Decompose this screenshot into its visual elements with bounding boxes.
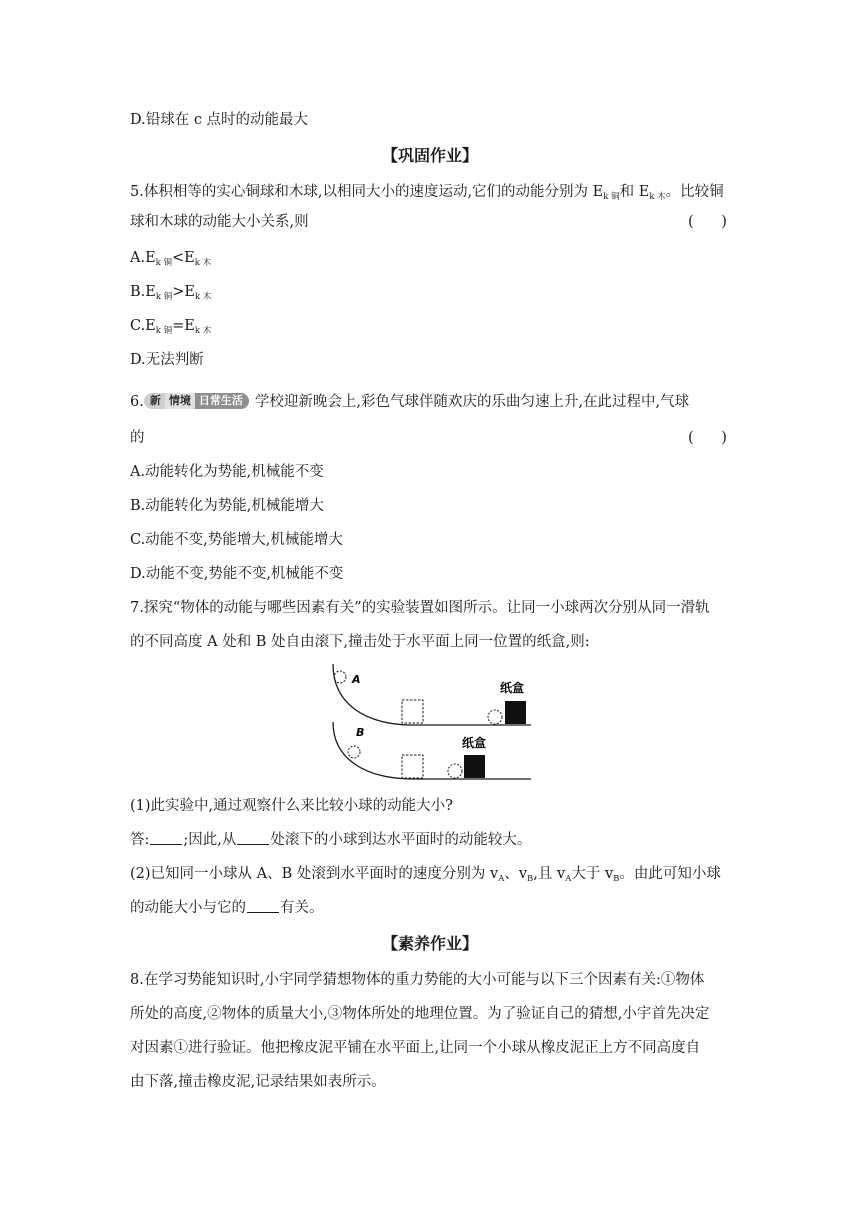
q5-option-b-op: >E [172, 284, 195, 300]
q5-option-b-sub1: k 铜 [155, 292, 173, 302]
q7-ans-c: 处滚下的小球到达水平面时的动能较大。 [270, 832, 532, 848]
box-a-original [402, 700, 423, 723]
q6-line1 [130, 392, 689, 412]
box-b-original [402, 755, 423, 778]
q5-option-a-sub1: k 铜 [155, 258, 173, 268]
q8-line2: 所处的高度,②物体的质量大小,③物体所处的地理位置。为了验证自己的猜想,小宇首先决定 [130, 1006, 710, 1022]
q7-sub-vb1: B [527, 874, 534, 884]
q5-option-a-pre: A.E [130, 250, 156, 266]
q7-blank-3[interactable] [247, 898, 279, 913]
q5-option-a-op: <E [172, 250, 195, 266]
q5-option-c-op: =E [172, 318, 195, 334]
q7-sub2-line2-b: 有关。 [280, 900, 324, 916]
label-b: B [356, 726, 365, 739]
q5-option-c-sub1: k 铜 [155, 326, 173, 336]
q7-ans-a: 答: [130, 832, 150, 848]
q5-sub-wood: k 木 [649, 192, 666, 202]
q6-tag-new: 新 [144, 393, 165, 409]
ball-b-start [348, 746, 360, 758]
q6-option-c: C.动能不变,势能增大,机械能增大 [130, 532, 343, 548]
box-b-label: 纸盒 [462, 736, 487, 750]
q7-sub2-line2 [130, 898, 324, 918]
q7-blank-2[interactable] [237, 830, 269, 845]
q8-line4: 由下落,撞击橡皮泥,记录结果如表所示。 [130, 1074, 386, 1090]
q5-line1-text-b: 和 E [619, 184, 650, 200]
q7-sub2-c: ,且 v [533, 866, 566, 882]
q7-sub2-d: 大于 v [571, 866, 614, 882]
q5-option-d: D.无法判断 [130, 352, 204, 368]
q7-sub2-a: (2)已知同一小球从 A、B 处滚到水平面时的速度分别为 v [130, 866, 499, 882]
ball-b-end [448, 764, 462, 778]
q7-blank-1[interactable] [150, 830, 182, 845]
q5-option-c-sub2: k 木 [194, 326, 212, 336]
label-a: A [352, 673, 361, 686]
ball-a-end [488, 710, 502, 724]
q7-line2: 的不同高度 A 处和 B 处自由滚下,撞击处于水平面上同一位置的纸盒,则: [130, 634, 590, 650]
q6-tag-scenario: 情境 [165, 393, 195, 409]
box-a-moved [505, 701, 526, 724]
q6-line2: 的 [130, 430, 145, 446]
q5-option-c [130, 316, 211, 341]
section-literacy: 【素养作业】 [381, 934, 478, 953]
q5-option-a [130, 248, 211, 273]
q7-sub-va1: A [498, 874, 505, 884]
q7-ans-b: ;因此,从 [183, 832, 237, 848]
q6-answer-paren: ( ) [688, 430, 727, 446]
q5-option-b [130, 282, 211, 307]
q5-option-b-sub2: k 木 [194, 292, 212, 302]
q5-answer-paren: ( ) [688, 214, 727, 230]
q7-sub-vb2: B [613, 874, 620, 884]
q7-sub-va2: A [565, 874, 572, 884]
q5-sub-copper: k 铜 [603, 192, 620, 202]
box-b-moved [464, 755, 485, 778]
q5-option-b-pre: B.E [130, 284, 156, 300]
q6-tag-daily-life: 日常生活 [195, 393, 249, 409]
q5-line1 [130, 182, 724, 207]
q8-line3: 对因素①进行验证。他把橡皮泥平铺在水平面上,让同一个小球从橡皮泥正上方不同高度自 [130, 1040, 701, 1056]
q5-option-a-sub2: k 木 [194, 258, 212, 268]
q7-sub2-b: 、v [504, 866, 528, 882]
q7-sub2-line2-a: 的动能大小与它的 [130, 900, 246, 916]
q7-sub2-e: 。由此可知小球 [619, 866, 721, 882]
q7-sub1: (1)此实验中,通过观察什么来比较小球的动能大小? [130, 798, 453, 814]
box-a-label: 纸盒 [500, 681, 525, 695]
q5-line2: 球和木球的动能大小关系,则 [130, 214, 309, 230]
q6-number: 6. [130, 394, 144, 410]
q6-option-a: A.动能转化为势能,机械能不变 [130, 464, 324, 480]
q5-line1-text-a: 5.体积相等的实心铜球和木球,以相同大小的速度运动,它们的动能分别为 E [130, 184, 604, 200]
q7-sub2-line1 [130, 864, 721, 889]
q6-option-b: B.动能转化为势能,机械能增大 [130, 498, 324, 514]
q7-answer-line [130, 830, 531, 850]
q8-line1: 8.在学习势能知识时,小宇同学猜想物体的重力势能的大小可能与以下三个因素有关:①物体 [130, 972, 705, 988]
q6-option-d: D.动能不变,势能不变,机械能不变 [130, 566, 344, 582]
q7-line1: 7.探究“物体的动能与哪些因素有关”的实验装置如图所示。让同一小球两次分别从同一滑轨 [130, 600, 710, 616]
q5-option-c-pre: C.E [130, 318, 156, 334]
q6-line1-text: 学校迎新晚会上,彩色气球伴随欢庆的乐曲匀速上升,在此过程中,气球 [254, 394, 690, 410]
section-consolidation: 【巩固作业】 [381, 146, 478, 165]
q5-line1-text-c: 。比较铜 [665, 184, 724, 200]
q4-option-d: D.铅球在 c 点时的动能最大 [130, 112, 309, 128]
q7-experiment-figure [325, 664, 535, 782]
